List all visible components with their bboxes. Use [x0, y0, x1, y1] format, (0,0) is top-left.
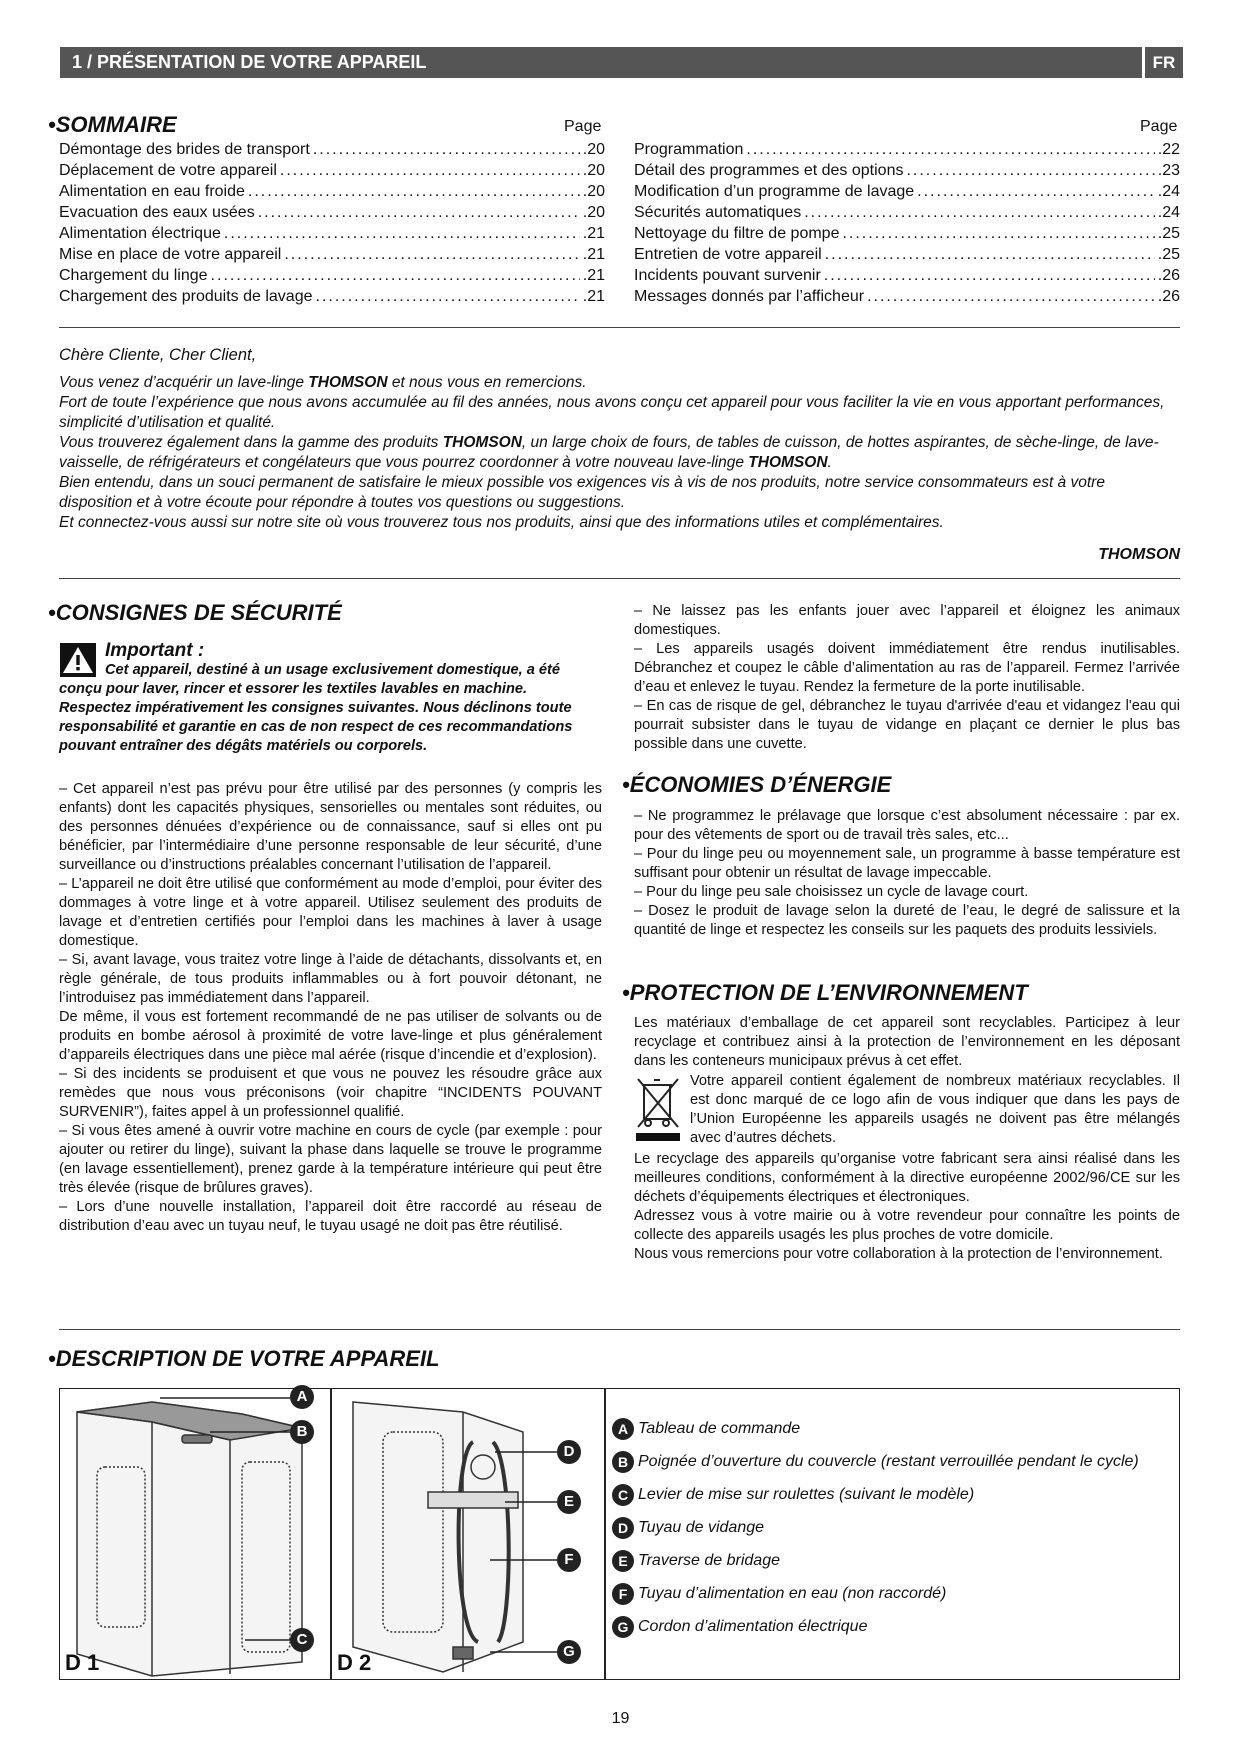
energie-paragraphs — [634, 807, 1180, 940]
letter-line-3 — [59, 433, 1180, 473]
toc-entry-title: Démontage des brides de transport — [59, 141, 310, 158]
letter-text: , un large choix de fours, de tables de cuisson, de hottes aspirantes, de sèche-linge, de lave-vaisselle, de réfrigérateurs et congélateurs que vous pourrez coordonner à votre nouveau lave-linge — [59, 434, 1159, 471]
toc-leader-dots — [284, 244, 579, 265]
toc-entry — [59, 181, 605, 202]
legend-text: Tableau de commande — [638, 1419, 801, 1437]
page-label-right: Page — [1140, 118, 1178, 135]
legend-item — [612, 1610, 1172, 1643]
letter-line-4: Bien entendu, dans un souci permanent de satisfaire le mieux possible vos exigences vis à vis de nos produits, notre service consommateurs est à votre disposition et à votre écoute pour répondre à toutes vos questions ou suggestions. — [59, 474, 1105, 511]
toc-leader-dots — [825, 244, 1155, 265]
label-a-circle: A — [290, 1385, 314, 1409]
toc-leader-dots — [917, 181, 1155, 202]
toc-entry-page: .20 — [582, 183, 605, 200]
toc-entry-page: .22 — [1157, 141, 1180, 158]
section-header-bar — [60, 47, 1142, 78]
toc-leader-dots — [824, 265, 1155, 286]
paragraph: – Ne programmez le prélavage que lorsque c’est absolument nécessaire : par ex. pour des vêtements de sport ou de travail très sales, etc... — [634, 808, 1180, 843]
label-b-circle: B — [290, 1420, 314, 1444]
toc-entry-page: .20 — [582, 162, 605, 179]
legend-key-circle: E — [612, 1550, 634, 1572]
paragraph: – Dosez le produit de lavage selon la dureté de l’eau, le degré de salissure et la quantité de linge et respectez les conseils sur les paquets des produits lessiviels. — [634, 903, 1180, 938]
toc-entry — [634, 223, 1180, 244]
toc-entry — [59, 202, 605, 223]
label-c-circle: C — [290, 1628, 314, 1652]
page-label-left: Page — [564, 118, 602, 135]
toc-leader-dots — [867, 286, 1155, 307]
toc-entry-title: Incidents pouvant survenir — [634, 267, 821, 284]
paragraph: – Lors d’une nouvelle installation, l’appareil doit être raccordé au réseau de distribution d’eau avec un tuyau neuf, le tuyau usagé ne doit pas être réutilisé. — [59, 1199, 602, 1234]
sommaire-title: •SOMMAIRE — [48, 112, 177, 137]
toc-leader-dots — [224, 223, 580, 244]
toc-entry — [634, 244, 1180, 265]
label-f-circle: F — [557, 1548, 581, 1572]
figure-divider — [604, 1388, 606, 1680]
toc-leader-dots — [280, 160, 580, 181]
brand-name: THOMSON — [442, 434, 522, 451]
toc-entry-page: .20 — [582, 141, 605, 158]
letter-text: . — [827, 454, 832, 471]
toc-entry-title: Programmation — [634, 141, 744, 158]
environnement-title: •PROTECTION DE L’ENVIRONNEMENT — [622, 980, 1028, 1005]
toc-entry-page: .24 — [1157, 183, 1180, 200]
energie-title-text: ÉCONOMIES D’ÉNERGIE — [629, 772, 892, 797]
toc-leader-dots — [316, 286, 580, 307]
toc-leader-dots — [258, 202, 580, 223]
legend-text: Cordon d’alimentation électrique — [638, 1617, 868, 1635]
paragraph: – Cet appareil n’est pas prévu pour être utilisé par des personnes (y compris les enfants) dont les capacités physiques, sensorielles ou mentales sont réduites, ou des personnes dénuées d’expérience ou de connaissance, sauf si elles ont pu bénéficier, par l’intermédiaire d’une personne responsable de leur sécurité, d’une surveillance ou d’instructions préalables concernant l’utilisation de l’appareil. — [59, 781, 602, 873]
legend-item — [612, 1412, 1172, 1445]
toc-left-column — [59, 139, 605, 307]
leader-lines-d1 — [150, 1392, 330, 1652]
legend-key-circle: B — [612, 1451, 634, 1473]
toc-leader-dots — [804, 202, 1155, 223]
legend-item — [612, 1577, 1172, 1610]
paragraph: – Ne laissez pas les enfants jouer avec l’appareil et éloignez les animaux domestiques. — [634, 603, 1180, 638]
paragraph: – Les appareils usagés doivent immédiatement être rendus inutilisables. Débranchez et coupez le câble d’alimentation au ras de l’appareil. Fermez l’arrivée d’eau et enlevez le tuyau. Rendez la fermeture de la porte inutilisable. — [634, 641, 1180, 695]
letter-greeting: Chère Cliente, Cher Client, — [59, 346, 257, 364]
toc-entry-title: Messages donnés par l’afficheur — [634, 288, 865, 305]
leader-lines-d2 — [490, 1440, 560, 1670]
divider — [59, 578, 1180, 579]
securite-right-paragraphs — [634, 602, 1180, 754]
toc-leader-dots — [211, 265, 580, 286]
toc-leader-dots — [746, 139, 1154, 160]
legend-item — [612, 1445, 1172, 1478]
letter-body — [59, 373, 1180, 533]
toc-entry — [59, 244, 605, 265]
energie-title: •ÉCONOMIES D’ÉNERGIE — [622, 772, 892, 797]
toc-entry-page: .20 — [582, 204, 605, 221]
toc-entry-page: .25 — [1157, 225, 1180, 242]
legend-text: Poignée d’ouverture du couvercle (restant verrouillée pendant le cycle) — [638, 1452, 1139, 1470]
toc-entry-page: .21 — [582, 267, 605, 284]
toc-entry-title: Evacuation des eaux usées — [59, 204, 255, 221]
environnement-p5: Nous vous remercions pour votre collaboration à la protection de l’environnement. — [634, 1246, 1163, 1262]
toc-leader-dots — [842, 223, 1154, 244]
washer-rear-drawing — [333, 1392, 603, 1678]
environnement-p4: Adressez vous à votre mairie ou à votre revendeur pour connaître les points de collecte des appareils usagés les plus proches de votre domicile. — [634, 1208, 1180, 1243]
paragraph: – Si, avant lavage, vous traitez votre linge à l’aide de détachants, dissolvants et, en règle générale, de tous produits inflammables ou à fort pouvoir détonant, ne l’introduisez pas immédiatement dans l’appareil. — [59, 952, 602, 1006]
toc-leader-dots — [906, 160, 1154, 181]
toc-entry — [634, 160, 1180, 181]
figure-divider — [330, 1388, 332, 1680]
section-title: 1 / PRÉSENTATION DE VOTRE APPAREIL — [72, 52, 427, 72]
toc-entry-title: Modification d’un programme de lavage — [634, 183, 915, 200]
divider — [59, 327, 1180, 328]
toc-right-column — [634, 139, 1180, 307]
letter-line-5: Et connectez-vous aussi sur notre site où vous trouverez tous nos produits, ainsi que des informations utiles et complémentaires. — [59, 514, 944, 531]
toc-entry — [634, 286, 1180, 307]
page-number: 19 — [611, 1710, 630, 1727]
toc-entry-title: Entretien de votre appareil — [634, 246, 822, 263]
toc-entry-page: .25 — [1157, 246, 1180, 263]
legend-text: Levier de mise sur roulettes (suivant le modèle) — [638, 1485, 975, 1503]
description-title: •DESCRIPTION DE VOTRE APPAREIL — [48, 1346, 440, 1371]
toc-entry — [634, 181, 1180, 202]
toc-entry-title: Alimentation en eau froide — [59, 183, 245, 200]
letter-line-2: Fort de toute l’expérience que nous avons accumulée au fil des années, nous avons conçu cet appareil pour vous faciliter la vie en vous apportant performances, simplicité d’utilisation et qualité. — [59, 394, 1165, 431]
paragraph: – Si des incidents se produisent et que vous ne pouvez les résoudre grâce aux remèdes que nous vous préconisons (voir chapitre “INCIDENTS POUVANT SURVENIR”), faites appel à un professionnel qualifié. — [59, 1066, 602, 1120]
figure-label-d2: D 2 — [337, 1650, 372, 1675]
paragraph: – Pour du linge peu sale choisissez un cycle de lavage court. — [634, 884, 1029, 900]
letter-line-1 — [59, 373, 1180, 393]
paragraph: De même, il vous est fortement recommandé de ne pas utiliser de solvants ou de produits en bombe aérosol à proximité de votre lave-linge et plus généralement d’appareils électriques dans une pièce mal aérée (risque d’incendie et d’explosion). — [59, 1009, 602, 1063]
toc-entry-title: Détail des programmes et des options — [634, 162, 904, 179]
legend-text: Tuyau d’alimentation en eau (non raccordé) — [638, 1584, 947, 1602]
environnement-p3: Le recyclage des appareils qu’organise votre fabricant sera ainsi réalisé dans les meilleures conditions, conformément à la directive européenne 2002/96/CE sur les déchets d’équipements électriques et électroniques. — [634, 1151, 1180, 1205]
toc-entry — [59, 223, 605, 244]
legend-text: Tuyau de vidange — [638, 1518, 765, 1536]
toc-entry-title: Nettoyage du filtre de pompe — [634, 225, 840, 242]
legend-item — [612, 1478, 1172, 1511]
toc-entry-title: Sécurités automatiques — [634, 204, 802, 221]
important-title: Important : — [105, 640, 205, 661]
toc-entry-title: Déplacement de votre appareil — [59, 162, 277, 179]
sommaire-title-text: SOMMAIRE — [55, 112, 177, 137]
toc-entry-page: .26 — [1157, 288, 1180, 305]
legend-key-circle: D — [612, 1517, 634, 1539]
paragraph: – Si vous êtes amené à ouvrir votre machine en cours de cycle (par exemple : pour ajouter ou retirer du linge), suivant la phase dans laquelle se trouve le programme (en lavage essentiellement), prenez garde à la température intérieure qui peut être très élevée (risque de brûlures graves). — [59, 1123, 602, 1196]
toc-entry-page: .21 — [582, 225, 605, 242]
paragraph: – L’appareil ne doit être utilisé que conformément au mode d’emploi, pour éviter des dommages à votre linge et à votre appareil. Utilisez seulement des produits de lavage et d’entretien certifiés pour l’emploi dans les machines à laver à usage domestique. — [59, 876, 602, 949]
legend-key-circle: G — [612, 1616, 634, 1638]
description-legend — [612, 1412, 1172, 1643]
securite-title: •CONSIGNES DE SÉCURITÉ — [48, 600, 342, 625]
environnement-p2: Votre appareil contient également de nombreux matériaux recyclables. Il est donc marqué de ce logo afin de vous indiquer que dans les pays de l’Union Européenne les appareils usagés ne doivent pas être mélangés avec d’autres déchets. — [690, 1073, 1180, 1146]
toc-entry-page: .26 — [1157, 267, 1180, 284]
legend-text: Traverse de bridage — [638, 1551, 780, 1569]
toc-entry-page: .21 — [582, 288, 605, 305]
brand-name: THOMSON — [308, 374, 388, 391]
paragraph: – En cas de risque de gel, débranchez le tuyau d'arrivée d'eau et vidangez l'eau qui pourrait subsister dans le tuyau de vidange en plaçant ce dernier le plus bas possible dans une cuvette. — [634, 698, 1180, 752]
legend-item — [612, 1511, 1172, 1544]
paragraph: – Pour du linge peu ou moyennement sale, un programme à basse température est suffisant pour obtenir un résultat de lavage impeccable. — [634, 846, 1180, 881]
toc-entry-title: Mise en place de votre appareil — [59, 246, 282, 263]
letter-text: Vous trouverez également dans la gamme des produits — [59, 434, 443, 451]
label-e-circle: E — [557, 1490, 581, 1514]
securite-title-text: CONSIGNES DE SÉCURITÉ — [55, 600, 342, 625]
wheelie-bin-recycling-icon — [634, 1075, 684, 1143]
toc-entry — [634, 139, 1180, 160]
toc-entry-page: .24 — [1157, 204, 1180, 221]
brand-name: THOMSON — [748, 454, 828, 471]
label-g-circle: G — [557, 1640, 581, 1664]
legend-key-circle: A — [612, 1418, 634, 1440]
toc-leader-dots — [248, 181, 580, 202]
legend-key-circle: F — [612, 1583, 634, 1605]
environnement-title-text: PROTECTION DE L’ENVIRONNEMENT — [629, 980, 1028, 1005]
toc-entry — [59, 265, 605, 286]
toc-entry-title: Alimentation électrique — [59, 225, 221, 242]
toc-entry — [59, 286, 605, 307]
letter-text: et nous vous en remercions. — [387, 374, 587, 391]
toc-entry — [634, 202, 1180, 223]
language-badge: FR — [1142, 47, 1183, 78]
toc-entry-title: Chargement du linge — [59, 267, 208, 284]
label-d-circle: D — [557, 1440, 581, 1464]
letter-signature: THOMSON — [1098, 546, 1180, 563]
toc-entry — [59, 139, 605, 160]
important-text: Cet appareil, destiné à un usage exclusivement domestique, a été conçu pour laver, rincer et essorer les textiles lavables en machine. Respectez impérativement les consignes suivantes. Nous déclinons toute responsabilité et garantie en cas de non respect de ces recommandations pouvant entraîner des dégâts matériels ou corporels. — [59, 662, 573, 754]
legend-item — [612, 1544, 1172, 1577]
toc-entry — [634, 265, 1180, 286]
toc-entry-page: .23 — [1157, 162, 1180, 179]
divider — [59, 1329, 1180, 1330]
toc-entry — [59, 160, 605, 181]
toc-entry-title: Chargement des produits de lavage — [59, 288, 313, 305]
toc-entry-page: .21 — [582, 246, 605, 263]
description-title-text: DESCRIPTION DE VOTRE APPAREIL — [55, 1346, 440, 1371]
letter-text: Vous venez d’acquérir un lave-linge — [59, 374, 309, 391]
securite-left-paragraphs — [59, 780, 602, 1236]
legend-key-circle: C — [612, 1484, 634, 1506]
figure-label-d1: D 1 — [65, 1650, 100, 1675]
toc-leader-dots — [313, 139, 580, 160]
environnement-p1: Les matériaux d’emballage de cet appareil sont recyclables. Participez à leur recyclage et contribuez ainsi à la protection de l’environnement en les déposant dans les conteneurs municipaux prévus à cet effet. — [634, 1015, 1180, 1069]
